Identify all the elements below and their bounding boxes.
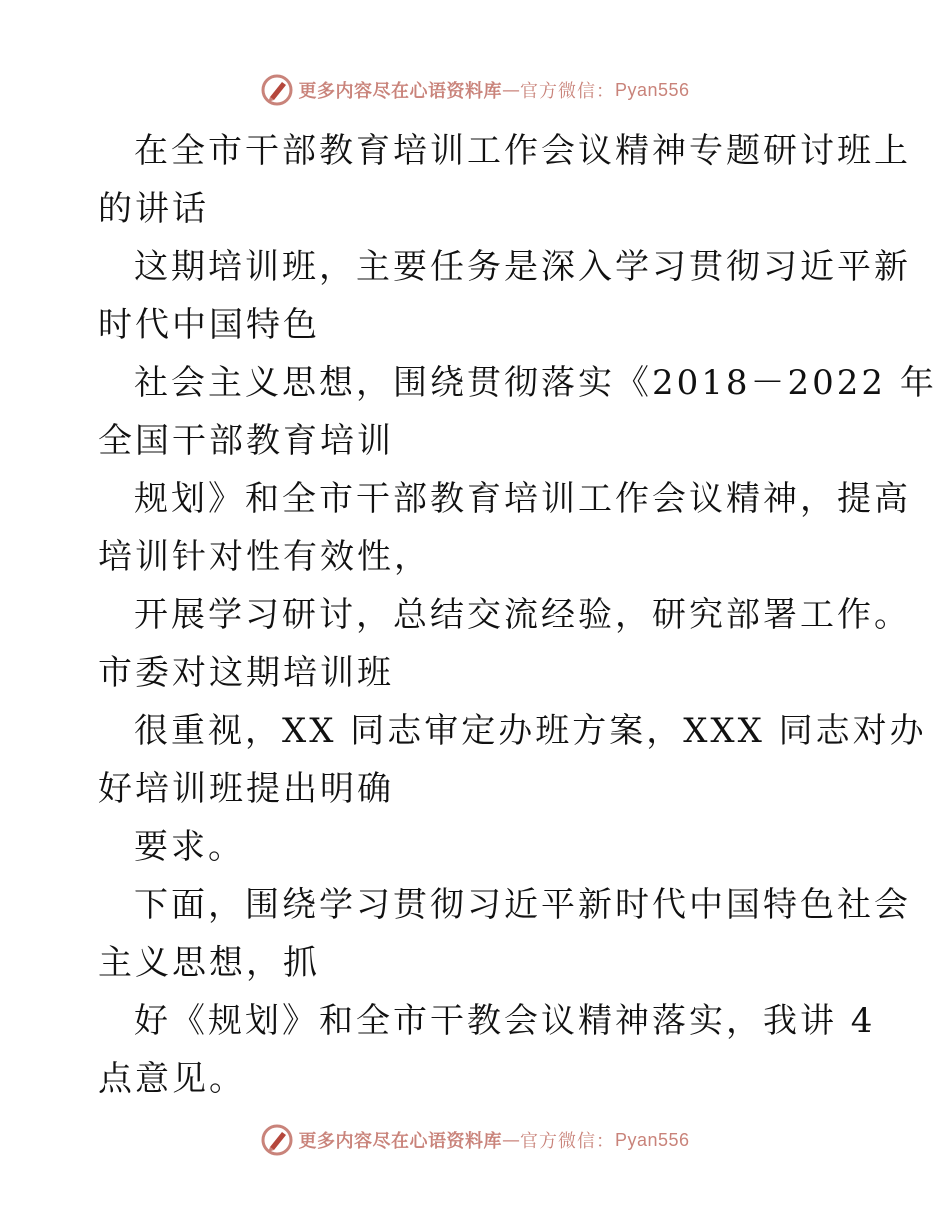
watermark-wechat-label: 官方微信： <box>519 1131 615 1152</box>
header-watermark <box>0 70 950 110</box>
text-line: 规划》和全市干部教育培训工作会议精神，提高 <box>134 479 911 519</box>
text-line: 主义思想，抓 <box>98 943 320 983</box>
watermark-main-text: 更多内容尽在心语资料库 <box>298 81 502 102</box>
document-body <box>98 122 937 1108</box>
text-line: 这期培训班，主要任务是深入学习贯彻习近平新 <box>134 247 911 287</box>
text-line: 市委对这期培训班 <box>98 653 394 693</box>
watermark-dash: — <box>501 1129 520 1151</box>
watermark-main-text: 更多内容尽在心语资料库 <box>298 1131 502 1152</box>
watermark-wechat-id: Pyan556 <box>614 1129 690 1150</box>
pen-logo-icon <box>260 73 294 107</box>
text-line: 好《规划》和全市干教会议精神落实，我讲 4 <box>134 1001 876 1041</box>
text-line: 社会主义思想，围绕贯彻落实《2018－2022 年 <box>134 363 937 403</box>
text-line: 培训针对性有效性， <box>98 537 431 577</box>
text-line: 很重视，XX 同志审定办班方案，XXX 同志对办 <box>134 711 927 751</box>
watermark-wechat-id: Pyan556 <box>614 79 690 100</box>
text-line: 下面，围绕学习贯彻习近平新时代中国特色社会 <box>134 885 911 925</box>
watermark-dash: — <box>501 79 520 101</box>
text-line: 好培训班提出明确 <box>98 769 394 809</box>
footer-watermark <box>0 1120 950 1160</box>
pen-logo-icon <box>260 1123 294 1157</box>
text-line: 全国干部教育培训 <box>98 421 394 461</box>
watermark-wechat-label: 官方微信： <box>519 81 615 102</box>
text-line: 的讲话 <box>98 189 209 229</box>
text-line: 在全市干部教育培训工作会议精神专题研讨班上 <box>134 131 911 171</box>
text-line: 要求。 <box>134 827 245 867</box>
text-line: 开展学习研讨，总结交流经验，研究部署工作。 <box>134 595 911 635</box>
text-line: 时代中国特色 <box>98 305 320 345</box>
text-line: 点意见。 <box>98 1059 246 1099</box>
